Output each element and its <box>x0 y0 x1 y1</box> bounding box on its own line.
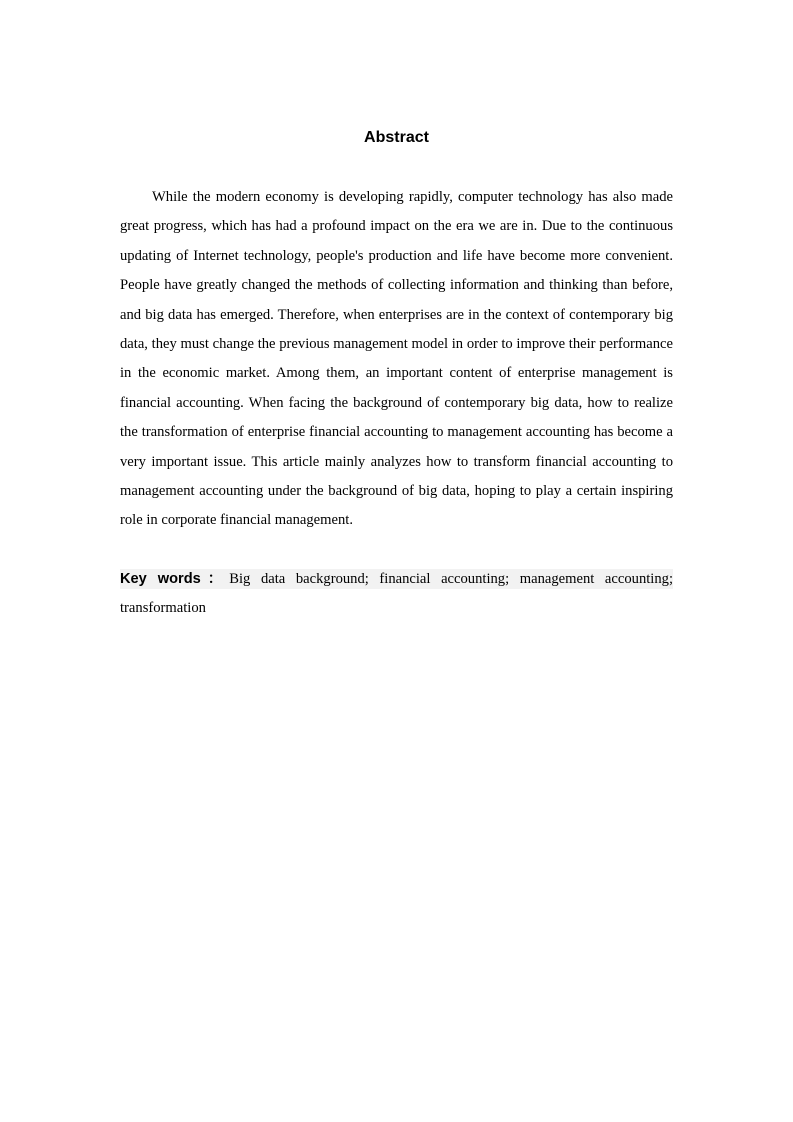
keywords-line <box>120 565 673 624</box>
abstract-title: Abstract <box>364 129 429 146</box>
keywords-label: Key words： <box>120 571 230 587</box>
keywords-values-rest: transformation <box>120 600 206 617</box>
keywords-values-highlighted: Big data background; financial accounting; management accounting; <box>229 571 673 587</box>
abstract-body: While the modern economy is developing rapidly, computer technology has also made great progress, which has had a profound impact on the era we are in. Due to the continuous updating of Internet technology, people's production and life have become more convenient. People have greatly changed the methods of collecting information and thinking than before, and big data has emerged. Therefore, when enterprises are in the context of contemporary big data, they must change the previous management model in order to improve their performance in the economic market. Among them, an important content of enterprise management is financial accounting. When facing the background of contemporary big data, how to realize the transformation of enterprise financial accounting to management accounting has become a very important issue. This article mainly analyzes how to transform financial accounting to management accounting under the background of big data, hoping to play a certain inspiring role in corporate financial management. <box>120 189 673 529</box>
